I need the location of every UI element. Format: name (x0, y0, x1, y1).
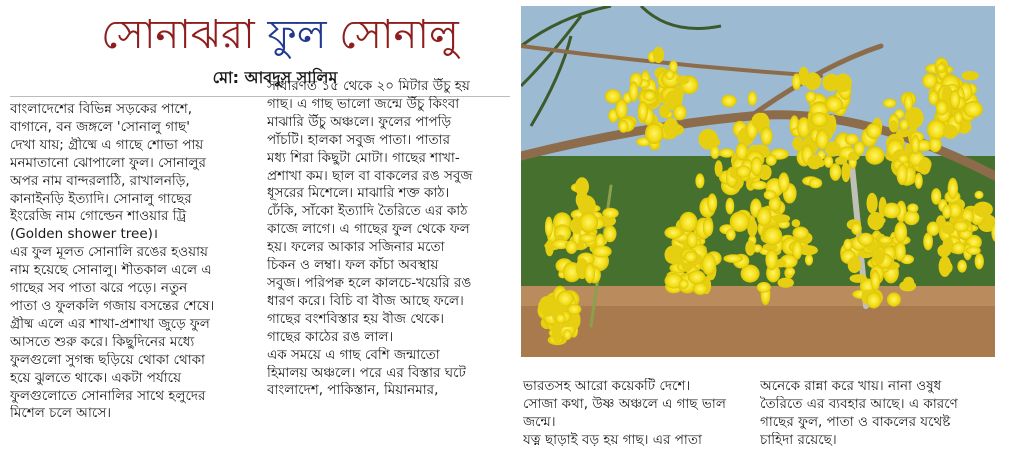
flower (602, 208, 618, 219)
article-column-2 (267, 78, 517, 400)
flower (721, 95, 736, 108)
flower (952, 242, 966, 254)
article-line: পাঁচটি। হালকা সবুজ পাতা। পাতার (267, 131, 451, 148)
article-line: বাগানে, বন জঙ্গলে 'সোনালু গাছ' (10, 118, 190, 135)
flower (645, 123, 664, 144)
tree-photo (521, 6, 995, 357)
article-line: মনমাতানো ঝোপালো ফুল। সোনালুর (10, 154, 206, 171)
flower (830, 163, 842, 181)
flower (942, 205, 951, 219)
article-line: সোজা কথা, উষ্ণ অঞ্চলে এ গাছ ভাল (523, 395, 726, 412)
flower (809, 178, 822, 188)
flower (604, 225, 617, 242)
flower (775, 259, 786, 268)
flower (643, 91, 656, 102)
flower (931, 188, 941, 205)
flower (785, 267, 795, 276)
headline-word-3: সোনালু (339, 12, 459, 58)
flower (750, 181, 767, 190)
flower (723, 254, 743, 263)
flower (943, 124, 958, 138)
article-line: এর ফুল মূলত সোনালি রঙের হওয়ায় (10, 244, 208, 261)
flower (848, 257, 861, 273)
flower (927, 222, 940, 236)
article-line: চিকন ও লম্বা। ফল কাঁচা অবস্থায় (267, 257, 439, 274)
article-line: চাহিদা রয়েছে। (760, 431, 837, 448)
flower (953, 221, 969, 232)
flower (579, 212, 598, 233)
flower (545, 217, 553, 238)
flower (766, 154, 777, 165)
article-line: অনেকে রান্না করে খায়। নানা ওষুধ (760, 378, 942, 394)
article-column-1 (10, 101, 257, 423)
flower (736, 143, 748, 161)
article-line: হিমালয় অঞ্চলে। পরে এর বিস্তার ঘটে (267, 364, 466, 381)
flower (673, 105, 686, 121)
flower (693, 283, 708, 295)
flower (850, 274, 867, 283)
flower (895, 242, 906, 262)
flower (687, 232, 698, 249)
flower (883, 99, 897, 108)
flower (792, 73, 801, 90)
flower (815, 159, 825, 167)
flower (854, 141, 865, 155)
flower (883, 203, 901, 219)
article-line: বাংলাদেশ, পাকিস্তান, মিয়ানমার, (267, 382, 439, 399)
article-line: তৈরিতে এর ব্যবহার আছে। এ কারণে (760, 395, 958, 412)
article-line: গাছ। এ গাছ ভালো জন্মে উঁচু কিংবা (267, 95, 460, 112)
flower (772, 214, 790, 223)
flower (726, 198, 735, 215)
flower (871, 270, 880, 291)
flower (805, 254, 813, 266)
flower (592, 245, 612, 257)
flower (703, 218, 714, 237)
flower (858, 233, 874, 246)
flower (851, 222, 862, 235)
flower (792, 240, 802, 260)
article-line: যত্ন ছাড়াই বড় হয় গাছ। এর পাতা (523, 431, 702, 448)
flower (975, 191, 984, 199)
flower (684, 251, 697, 263)
flower (702, 253, 716, 275)
flower (778, 172, 789, 192)
flower (872, 249, 885, 265)
flower (897, 163, 908, 185)
flower (563, 329, 572, 340)
flower (707, 193, 717, 212)
article-line: দেখা যায়; গ্রীষ্মে এ গাছে শোভা পায় (10, 136, 204, 153)
article-line: ফুলগুলোতে সোনালির সাথে হলুদের (10, 387, 206, 404)
flower (792, 136, 803, 150)
flower (605, 89, 621, 103)
article-line: প্রশাখা কম। ছাল বা বাকলের রঙ সবুজ (267, 167, 473, 184)
flower (778, 278, 794, 288)
flower (764, 190, 777, 200)
headline-word-2: ফুল (267, 12, 327, 58)
article-line: ইংরেজি নাম গোল্ডেন শাওয়ার ট্রি (10, 208, 187, 225)
flower (579, 234, 597, 243)
article-line: গাছের সব পাতা ঝরে পড়ে। নতুন (10, 280, 188, 297)
article-line: গাছের ফুল, পাতা ও বাকলের যথেষ্ট (760, 413, 951, 430)
flower (572, 216, 582, 234)
flower (889, 120, 898, 132)
golden-shower-tree-image (521, 6, 995, 357)
flower (793, 227, 809, 240)
flower (966, 246, 981, 255)
article-line: অপর নাম বান্দরলাঠি, রাখালনড়ি, (10, 172, 190, 189)
flower (903, 277, 914, 288)
flower (736, 165, 751, 178)
flower (679, 212, 697, 233)
article-line: বাংলাদেশের বিভিন্ন সড়কের পাশে, (10, 101, 193, 117)
flower (730, 212, 750, 232)
flower (929, 90, 939, 105)
flower (745, 240, 755, 255)
article-line: মধ্য শিরা কিছুটা মোটা। গাছের শাখা- (267, 149, 460, 166)
flower (939, 256, 952, 277)
article-line: মিশেল চলে আসে। (10, 405, 112, 422)
flower (765, 249, 777, 270)
article-line: পাতা ও ফুলকলি গজায় বসন্তের শেষে। (10, 297, 215, 314)
article-line: হয়। ফলের আকার সজিনার মতো (267, 239, 445, 256)
flower (698, 129, 718, 150)
flower (973, 202, 993, 218)
flower (757, 282, 771, 293)
flower (825, 96, 843, 112)
flower (566, 240, 578, 254)
flower (868, 212, 885, 230)
flower (894, 222, 907, 244)
flower (918, 159, 930, 175)
flower (816, 129, 829, 149)
article-line: ঢেঁকি, সাঁকো ইত্যাদি তৈরিতে এর কাঠ (267, 203, 468, 220)
article-line: গ্রীষ্ম এলে এর শাখা-প্রশাখা জুড়ে ফুল (10, 315, 210, 332)
flower (887, 292, 901, 306)
flower (867, 193, 878, 214)
headline-word-1: সোনাঝরা (101, 12, 255, 58)
article-line: সাধারণত ১৫ থেকে ২০ মিটার উঁচু হয় (267, 78, 470, 94)
flower (878, 236, 893, 244)
flower (757, 207, 772, 227)
flower (957, 260, 967, 273)
flower (937, 64, 946, 72)
flower (760, 127, 772, 145)
flower (866, 292, 881, 308)
article-line: এক সময়ে এ গাছ বেশি জন্মাতো (267, 346, 440, 363)
article-line: ভারতসহ আরো কয়েকটি দেশে। (523, 378, 691, 394)
article-column-4 (760, 378, 1005, 450)
flower (629, 81, 638, 102)
flower (811, 112, 828, 127)
flower (552, 322, 562, 344)
article-line: নাম হয়েছে সোনালু। শীতকাল এলে এ (10, 262, 212, 279)
flower (948, 178, 958, 200)
headline (60, 6, 500, 64)
flower (841, 163, 850, 183)
article-line: গাছের কাঠের রঙ লাল। (267, 328, 394, 345)
flower (726, 229, 736, 241)
article-line: কানাইনড়ি ইত্যাদি। সোনালু গাছের (10, 190, 192, 207)
flower (911, 135, 919, 155)
flower (674, 85, 684, 102)
flower (954, 111, 963, 124)
flower (664, 227, 682, 239)
flower (638, 101, 648, 122)
flower (950, 90, 960, 109)
flower (866, 123, 882, 139)
flower (546, 300, 564, 315)
flower (665, 70, 674, 80)
article-line: ফুলগুলো সুগন্ধ ছড়িয়ে থোকা থোকা (10, 351, 205, 368)
flower (584, 263, 595, 284)
article-line: আসতে শুরু করে। কিছুদিনের মধ্যে (10, 333, 195, 350)
flower (763, 226, 782, 245)
flower (792, 219, 801, 227)
flower (748, 91, 757, 106)
flower (915, 173, 923, 189)
flower (975, 253, 984, 269)
article-line: হয়ে ঝুলতে থাকে। একটা পর্যায়ে (10, 369, 182, 386)
byline: মো: আবদুস সালিম (212, 68, 338, 87)
flower (897, 154, 909, 163)
article-line: জন্মে। (523, 413, 556, 430)
article-line: ধারণ করে। বিচি বা বীজ আছে ফলে। (267, 292, 464, 309)
flower (936, 100, 948, 115)
flower (907, 203, 918, 213)
article-line: ধূসরের মিশেলে। মাঝারি শক্ত কাঠ। (267, 185, 450, 202)
article-line: গাছের বংশবিস্তার হয় বীজ থেকে। (267, 310, 445, 327)
flower (679, 279, 689, 288)
flower (962, 71, 979, 80)
flower (618, 120, 628, 133)
flower (835, 157, 847, 165)
flower (751, 157, 763, 177)
flower (688, 270, 706, 284)
flower (659, 104, 670, 117)
article-column-3 (523, 378, 748, 450)
article-line: সবুজ। পরিপক্ব হলে কালচে-খয়েরি রঙ (267, 274, 472, 291)
flower (664, 118, 679, 140)
article-line: কাজে লাগে। এ গাছের ফুল থেকে ফল (267, 221, 470, 238)
flower (804, 72, 821, 90)
flower (752, 113, 768, 129)
flower (834, 74, 852, 93)
flower (676, 75, 689, 84)
flower (805, 91, 816, 102)
flower (653, 47, 664, 63)
flower (576, 191, 589, 209)
article-line: (Golden shower tree)। (10, 226, 159, 243)
flower (545, 240, 554, 257)
flower (899, 119, 909, 131)
flower (695, 173, 704, 188)
flower (865, 146, 884, 164)
article-line: মাঝারি উঁচু অঞ্চলে। ফুলের পাপড়ি (267, 113, 452, 130)
